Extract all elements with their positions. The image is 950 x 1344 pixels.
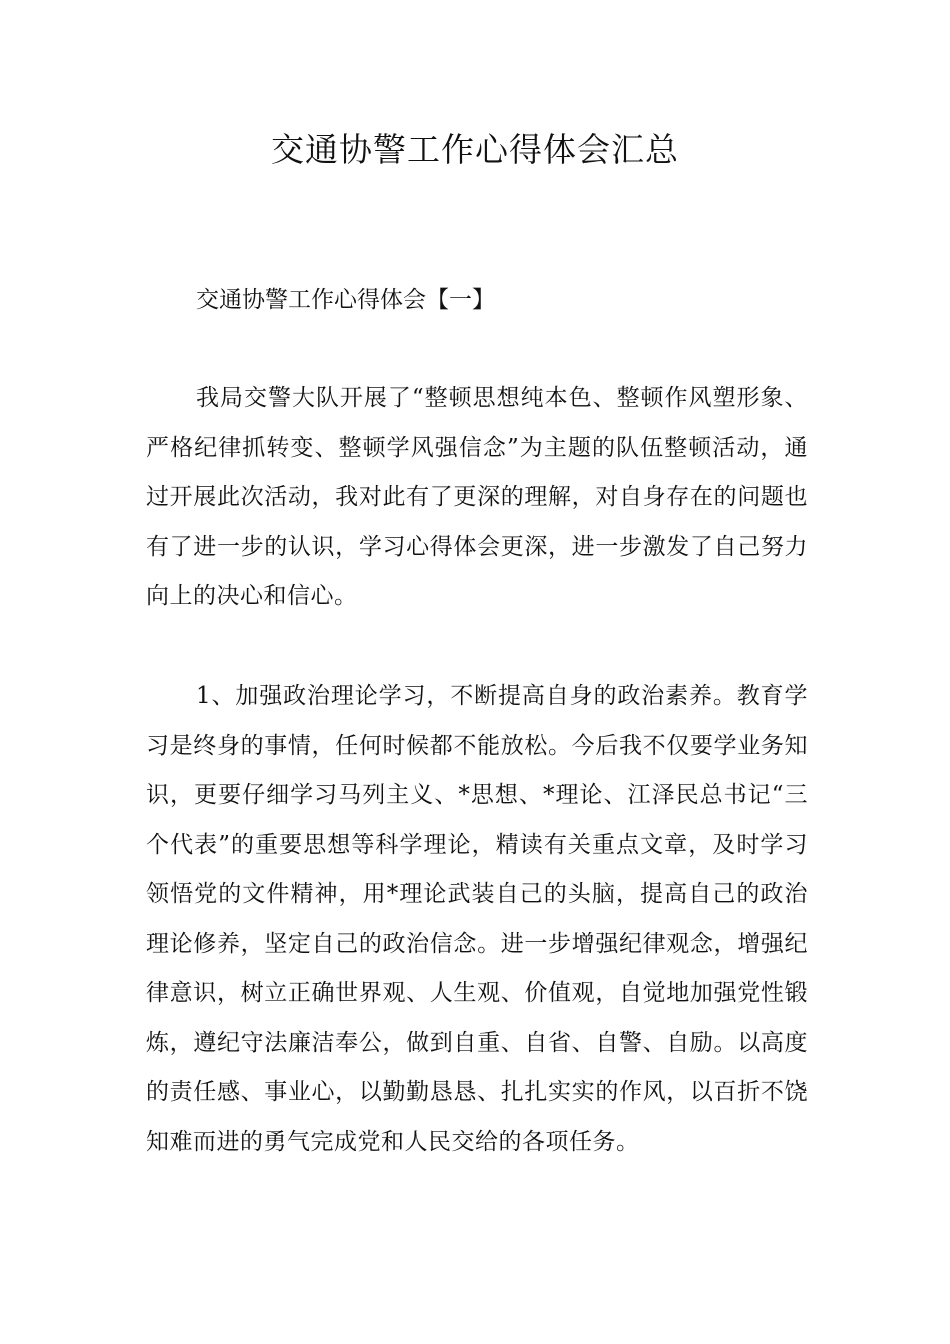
paragraph-intro: 我局交警大队开展了“整顿思想纯本色、整顿作风塑形象、严格纪律抓转变、整顿学风强信念”为主题的队伍整顿活动，通过开展此次活动，我对此有了更深的理解，对自身存在的问题也有了进一步的认识，学习心得体会更深，进一步激发了自己努力向上的决心和信心。 (146, 385, 808, 609)
section-heading: 交通协警工作心得体会【一】 (196, 287, 495, 313)
paragraph-point-1: 1、加强政治理论学习，不断提高自身的政治素养。教育学习是终身的事情，任何时候都不能放松。今后我不仅要学业务知识，更要仔细学习马列主义、*思想、*理论、江泽民总书记“三个代表”的重要思想等科学理论，精读有关重点文章，及时学习领悟党的文件精神，用*理论武装自己的头脑，提高自己的政治理论修养，坚定自己的政治信念。进一步增强纪律观念，增强纪律意识，树立正确世界观、人生观、价值观，自觉地加强党性锻炼，遵纪守法廉洁奉公，做到自重、自省、自警、自励。以高度的责任感、事业心，以勤勤恳恳、扎扎实实的作风，以百折不饶知难而进的勇气完成党和人民交给的各项任务。 (146, 683, 808, 1155)
document-title: 交通协警工作心得体会汇总 (271, 130, 679, 169)
